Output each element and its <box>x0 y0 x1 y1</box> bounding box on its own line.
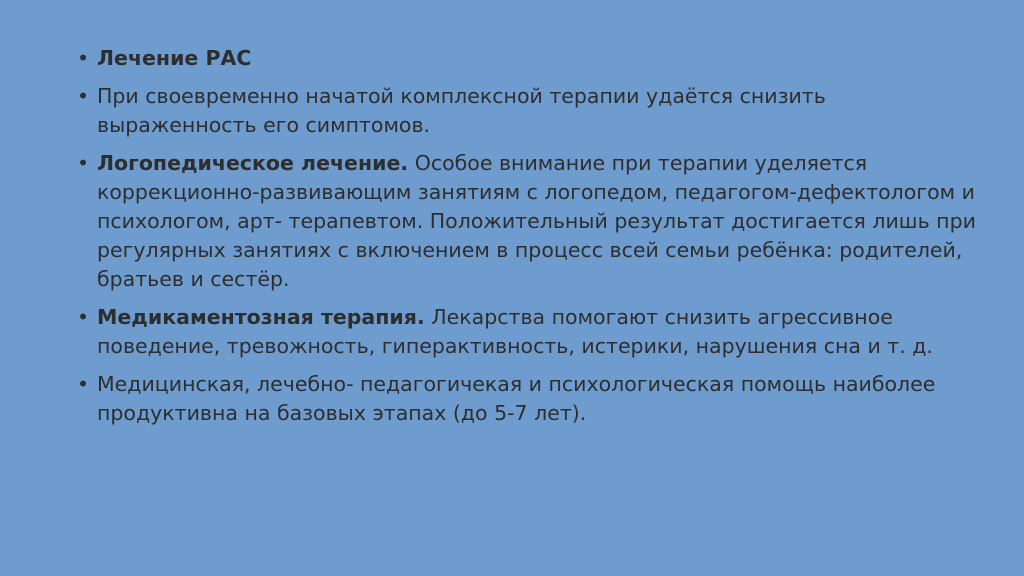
bullet-bold-text: Лечение РАС <box>97 46 252 70</box>
bullet-icon: • <box>77 151 90 175</box>
bullet-item-drug-therapy <box>77 303 977 361</box>
bullet-list <box>77 44 977 437</box>
bullet-text: Особое внимание при терапии уделяется коррекционно-развивающим занятиям с логопедом, педагогом-дефектологом и психологом, арт- терапевтом. Положительный результат достигается лишь при регулярных занятиях с включением в процесс всей семьи ребёнка: родителей, братьев и сестёр. <box>97 151 976 291</box>
bullet-icon: • <box>77 372 90 396</box>
bullet-item-speech-therapy <box>77 149 977 294</box>
bullet-text: При своевременно начатой комплексной терапии удаётся снизить выраженность его симптомов. <box>97 84 826 137</box>
bullet-text: Медицинская, лечебно- педагогичекая и психологическая помощь наиболее продуктивна на базовых этапах (до 5-7 лет). <box>97 372 936 425</box>
bullet-icon: • <box>77 305 90 329</box>
bullet-icon: • <box>77 46 90 70</box>
bullet-bold-text: Медикаментозная терапия. <box>97 305 425 329</box>
bullet-icon: • <box>77 84 90 108</box>
bullet-bold-text: Логопедическое лечение. <box>97 151 409 175</box>
bullet-text: Лекарства помогают снизить агрессивное поведение, тревожность, гиперактивность, истерики, нарушения сна и т. д. <box>97 305 933 358</box>
bullet-item-treatment-heading <box>77 44 977 73</box>
bullet-item-early-help <box>77 370 977 428</box>
bullet-item-timely-therapy <box>77 82 977 140</box>
